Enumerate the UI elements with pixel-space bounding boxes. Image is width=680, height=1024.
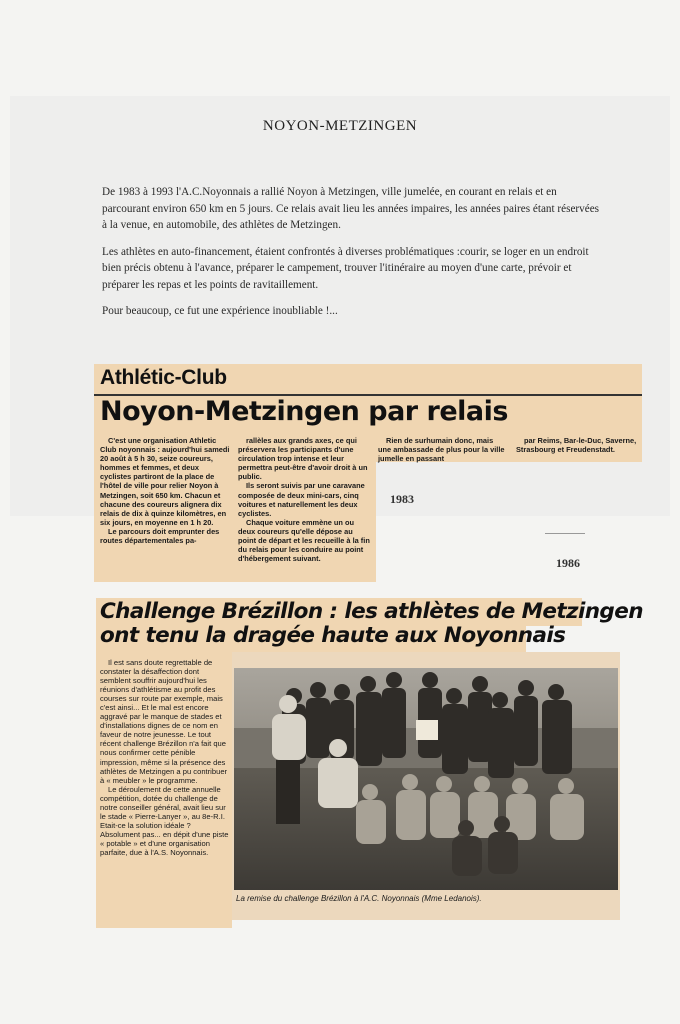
newspaper-clipping-1986 [96,598,643,928]
article-kicker: Athlétic-Club [100,366,227,389]
article-column [378,436,508,463]
article-column [100,658,230,857]
article-paragraph: Rien de surhumain donc, mais une ambassade de plus pour la ville jumelle en passant [378,436,505,464]
article-paragraph: par Reims, Bar-le-Duc, Saverne, Strasbourg et Freudenstadt. [516,436,637,455]
intro-paragraph: De 1983 à 1993 l'A.C.Noyonnais a rallié Noyon à Metzingen, ville jumelée, en courant en relais et en parcourant environ 650 km en 5 jours. Ce relais avait lieu les années impaires, les années paires étant réservées à la venue, en automobile, des athlètes de Metzingen. [102,186,600,231]
article-headline [100,600,643,648]
photo-caption: La remise du challenge Brézillon à l'A.C. Noyonnais (Mme Ledanois). [236,894,482,903]
year-label-1983: 1983 [390,492,414,506]
intro-paragraph: Les athlètes en auto-financement, étaient confrontés à diverses problématiques :courir, se loger en un endroit bien précis obtenu à l'avance, préparer le campement, trouver l'itinéraire au moyen d'une carte, prévoir et préparer les repas et les points de ravitaillement. [102,245,589,291]
page-title: NOYON-METZINGEN [262,118,418,134]
article-headline: Noyon-Metzingen par relais [100,396,508,427]
article-column [238,436,370,563]
divider [545,533,585,534]
article-paragraph: Ils seront suivis par une caravane composée de deux mini-cars, cinq voitures et naturellement les deux cyclistes. [238,481,365,518]
intro-text [102,184,602,330]
article-paragraph: rallèles aux grands axes, ce qui préservera les participants d'une circulation trop intense et leur permettra peut-être d'avoir droit à un public. [238,436,368,482]
team-photo-illustration [234,668,618,890]
headline-line: Challenge Brézillon : les athlètes de Metzingen [100,599,643,624]
team-photo [234,668,618,890]
article-paragraph: Il est sans doute regrettable de constater la désaffection dont semblent souffrir aujourd'hui les réunions d'athlétisme au profit des courses sur route par exemple, mais c'est ainsi... Et le mal est encore aggravé par le manque de stades et d'installations dignes de ce nom en faveur de notre jeunesse. Le tout récent challenge Brézillon n'a fait que nous confirmer cette pénible impression, même si la présence des athlètes de Metzingen a pu contribuer à « meubler » le programme. [100,658,228,785]
newspaper-clipping-1983 [94,364,644,582]
article-paragraph: C'est une organisation Athletic Club noyonnais : aujourd'hui samedi 20 août à 5 h 30, seize coureurs, hommes et femmes, et deux cyclistes partiront de la place de l'hôtel de ville pour relier Noyon à Metzingen, soit 650 km. Chacun et chacune des coureurs alignera dix relais de dix à quinze kilomètres, en six jours, en moyenne en 1 h 20. [100,436,230,527]
article-column [516,436,638,454]
article-column [100,436,230,545]
headline-line: ont tenu la dragée haute aux Noyonnais [100,623,566,648]
article-paragraph: Le parcours doit emprunter des routes départementales pa- [100,526,220,546]
article-paragraph: Chaque voiture emmène un ou deux coureurs qu'elle dépose au point de départ et les recueille à la fin du relais pour les conduire au point d'hébergement suivant. [238,517,370,564]
intro-paragraph: Pour beaucoup, ce fut une expérience inoubliable !... [102,305,338,317]
year-label-1986: 1986 [556,556,580,570]
article-paragraph: Le déroulement de cette annuelle compétition, dotée du challenge de notre conseiller général, avait lieu sur le stade « Pierre-Lanyer », au 8e-R.I. Etait-ce la solution idéale ? Absolument pas... en dépit d'une piste « potable » et d'une organisation parfaite, due à l'A.S. Noyonnais. [100,784,229,857]
